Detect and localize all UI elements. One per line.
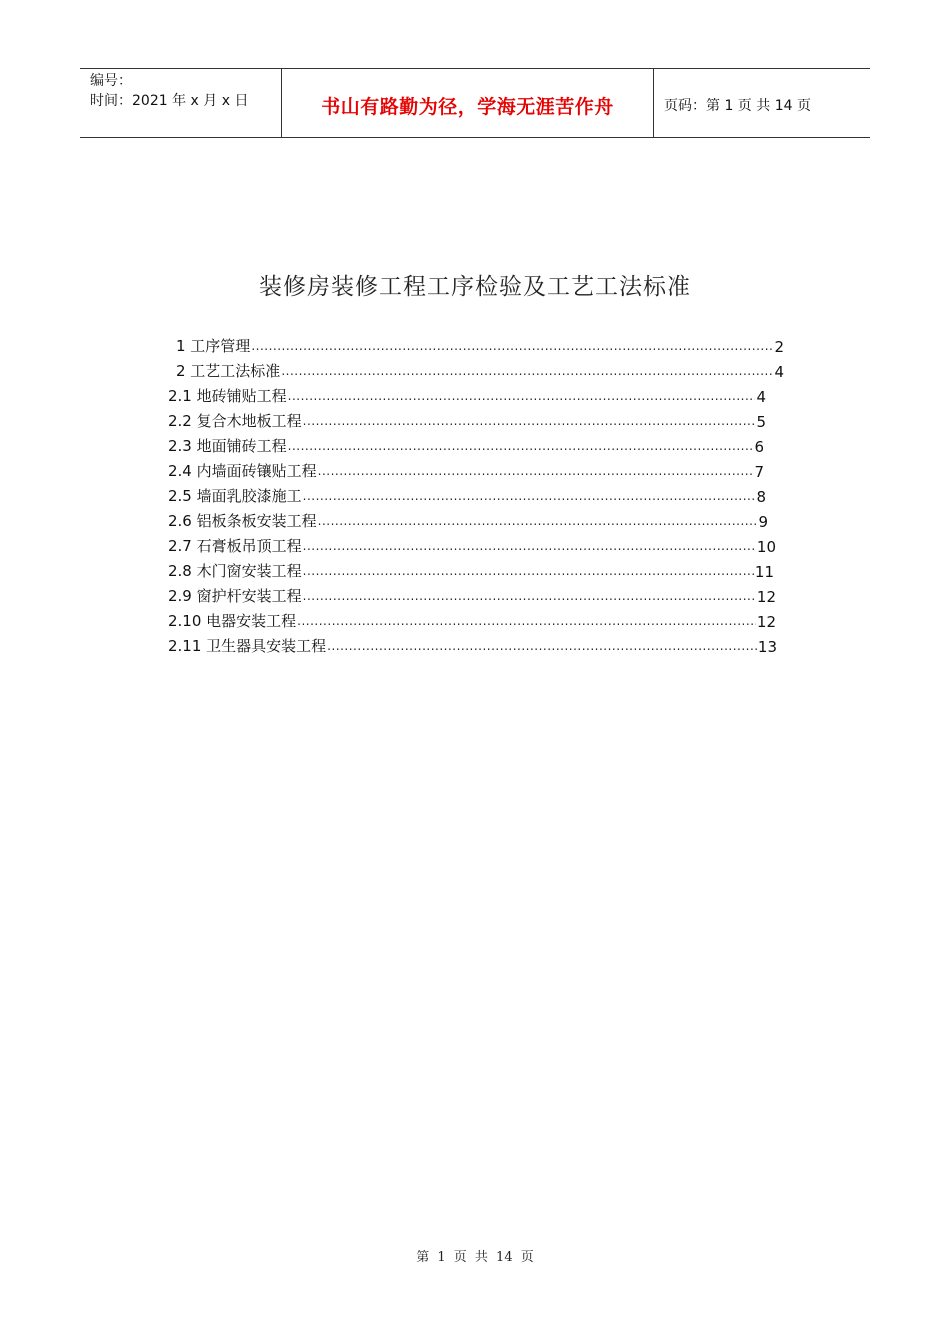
- toc-leader-dots: [303, 589, 756, 603]
- toc-entry-page: 7: [754, 463, 764, 481]
- document-title: 装修房装修工程工序检验及工艺工法标准: [259, 274, 691, 300]
- toc-entry[interactable]: [168, 384, 766, 406]
- toc-entry[interactable]: [168, 609, 776, 631]
- header-motto: 书山有路勤为径，学海无涯苦作舟: [321, 95, 614, 118]
- toc-entry-label: 2.7 石膏板吊顶工程: [168, 537, 302, 555]
- toc-entry-page: 11: [754, 563, 774, 581]
- toc-leader-dots: [281, 364, 773, 378]
- header-info-cell: [80, 69, 282, 137]
- toc-leader-dots: [288, 389, 756, 403]
- toc-entry-page: 10: [756, 538, 776, 556]
- toc-entry-page: 2: [774, 338, 784, 356]
- toc-entry-page: 12: [756, 613, 776, 631]
- toc-leader-dots: [303, 539, 756, 553]
- toc-entry[interactable]: [176, 359, 784, 381]
- toc-leader-dots: [303, 564, 754, 578]
- toc-entry[interactable]: [168, 559, 774, 581]
- toc-entry-page: 4: [774, 363, 784, 381]
- toc-entry-label: 2.6 铝板条板安装工程: [168, 512, 317, 530]
- toc-entry-label: 2.9 窗护杆安装工程: [168, 587, 302, 605]
- toc-entry-page: 6: [754, 438, 764, 456]
- document-number-label: 编号：: [90, 73, 132, 89]
- toc-entry-label: 2.8 木门窗安装工程: [168, 562, 302, 580]
- toc-entry[interactable]: [168, 534, 776, 556]
- header-motto-cell: [282, 69, 654, 137]
- toc-entry-page: 5: [756, 413, 766, 431]
- toc-entry-page: 4: [756, 388, 766, 406]
- toc-entry-label: 2.3 地面铺砖工程: [168, 437, 287, 455]
- toc-entry[interactable]: [168, 509, 768, 531]
- toc-entry[interactable]: [176, 334, 784, 356]
- toc-entry-label: 2.2 复合木地板工程: [168, 412, 302, 430]
- toc-entry-page: 8: [756, 488, 766, 506]
- toc-entry-page: 12: [756, 588, 776, 606]
- toc-leader-dots: [303, 489, 756, 503]
- toc-entry-label: 2.1 地砖铺贴工程: [168, 387, 287, 405]
- toc-entry[interactable]: [168, 459, 764, 481]
- header-page-label: 页码：第 1 页 共 14 页: [664, 98, 811, 114]
- toc-entry[interactable]: [168, 434, 764, 456]
- toc-entry[interactable]: [168, 484, 766, 506]
- toc-entry-page: 13: [757, 638, 777, 656]
- toc-leader-dots: [288, 439, 754, 453]
- toc-entry-label: 2.10 电器安装工程: [168, 612, 297, 630]
- toc-entry-page: 9: [758, 513, 768, 531]
- toc-entry-label: 2.4 内墙面砖镶贴工程: [168, 462, 317, 480]
- toc-entry[interactable]: [168, 634, 777, 656]
- toc-entry[interactable]: [168, 584, 776, 606]
- toc-leader-dots: [251, 339, 773, 353]
- toc-leader-dots: [327, 639, 757, 653]
- toc-entry-label: 2 工艺工法标准: [176, 362, 281, 380]
- header-page-cell: [654, 69, 870, 137]
- header-table: [80, 68, 870, 138]
- toc-leader-dots: [318, 464, 754, 478]
- toc-leader-dots: [297, 614, 756, 628]
- toc-leader-dots: [318, 514, 758, 528]
- toc-entry-label: 2.5 墙面乳胶漆施工: [168, 487, 302, 505]
- document-time-label: 时间：2021 年 x 月 x 日: [90, 93, 249, 109]
- toc-entry[interactable]: [168, 409, 766, 431]
- page-footer: 第 1 页 共 14 页: [416, 1250, 534, 1265]
- toc-leader-dots: [303, 414, 756, 428]
- toc-entry-label: 1 工序管理: [176, 337, 251, 355]
- toc-entry-label: 2.11 卫生器具安装工程: [168, 637, 327, 655]
